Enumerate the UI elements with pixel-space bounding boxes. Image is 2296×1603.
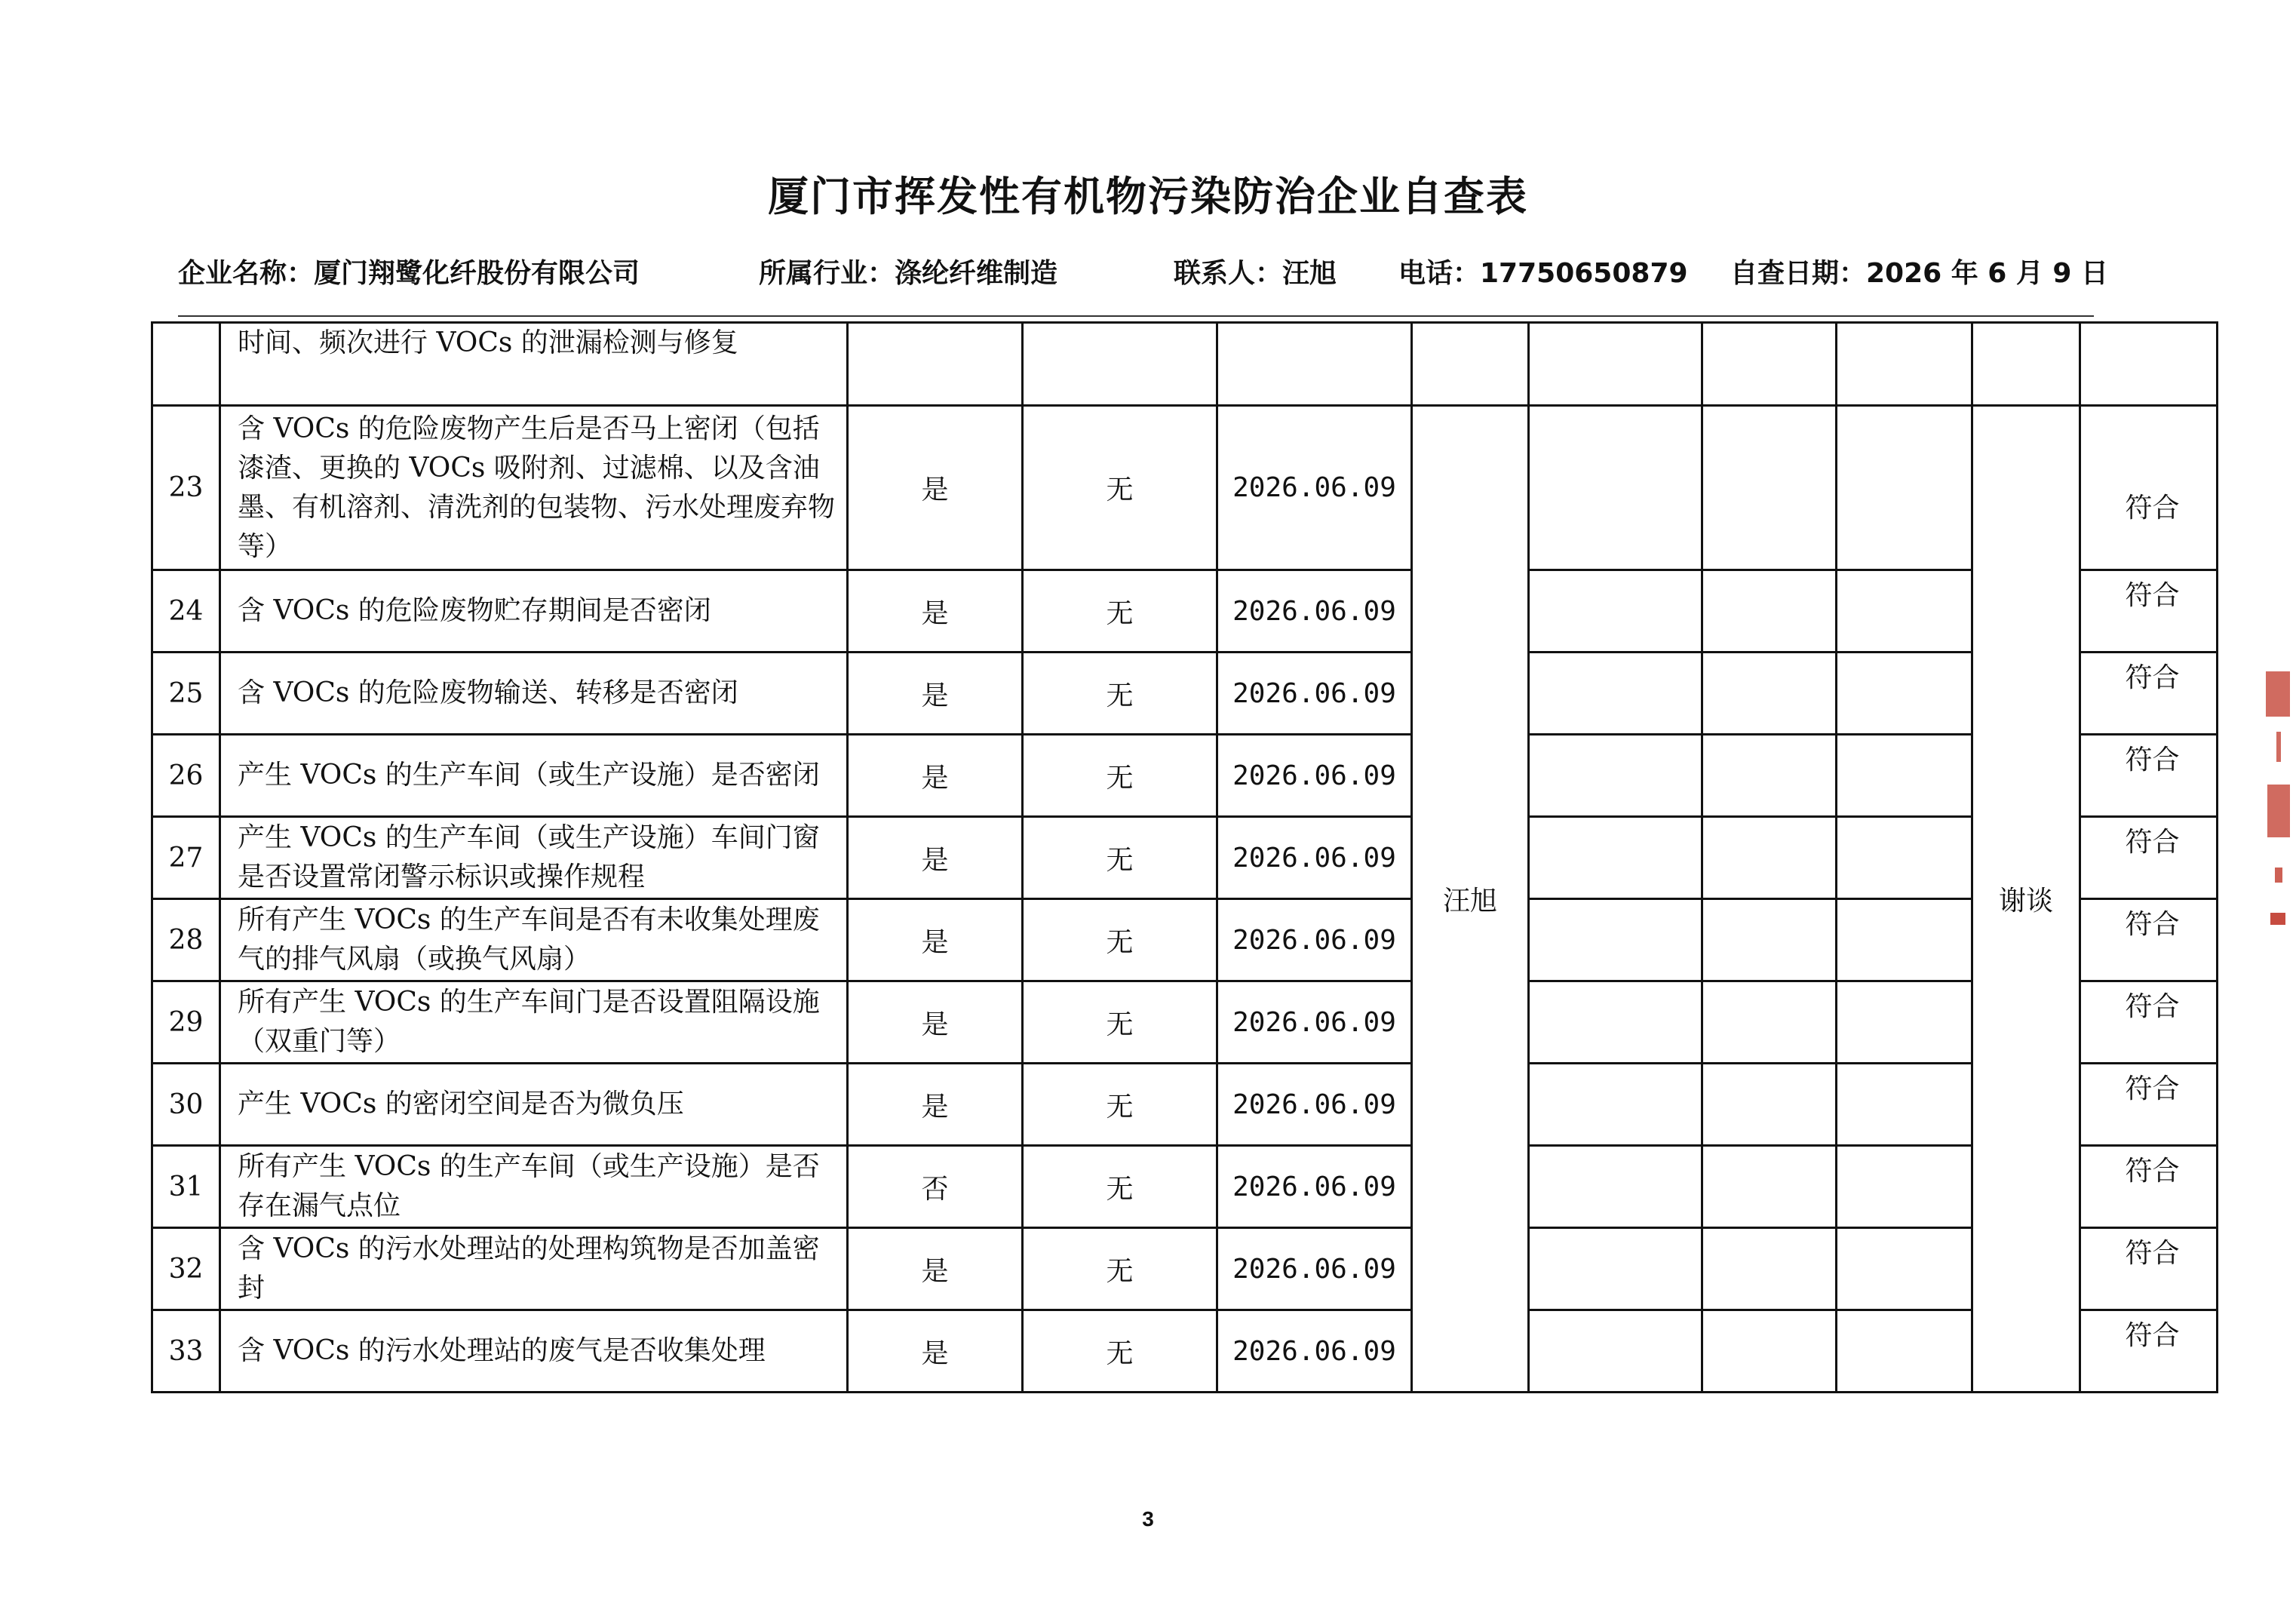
- blank-cell: [1702, 1310, 1837, 1393]
- blank-cell: [848, 323, 1023, 406]
- date-cell: 2026.06.09: [1217, 981, 1412, 1064]
- row-number: 25: [152, 653, 220, 735]
- date-cell: 2026.06.09: [1217, 653, 1412, 735]
- row-number: 26: [152, 735, 220, 817]
- blank-cell: [1529, 1146, 1702, 1228]
- table-row: [152, 653, 2218, 735]
- blank-cell: [1837, 323, 1972, 406]
- problem-cell: 无: [1023, 653, 1217, 735]
- problem-cell: 无: [1023, 1228, 1217, 1310]
- result-text: 符合: [2125, 493, 2180, 524]
- blank-cell: [1529, 1228, 1702, 1310]
- answer-cell: 是: [848, 1228, 1023, 1310]
- check-item-text: 含 VOCs 的污水处理站的废气是否收集处理: [220, 1310, 848, 1393]
- problem-cell: 无: [1023, 1146, 1217, 1228]
- blank-cell: [1529, 1064, 1702, 1146]
- result-text: 符合: [2125, 662, 2180, 693]
- table-row: [152, 899, 2218, 981]
- blank-cell: [1529, 323, 1702, 406]
- blank-cell: [1702, 1064, 1837, 1146]
- answer-cell: 是: [848, 899, 1023, 981]
- result-text: 符合: [2125, 1320, 2180, 1351]
- answer-cell: 是: [848, 981, 1023, 1064]
- problem-cell: 无: [1023, 1310, 1217, 1393]
- answer-cell: 是: [848, 735, 1023, 817]
- result-cell: [2080, 1146, 2218, 1228]
- date-cell: 2026.06.09: [1217, 1146, 1412, 1228]
- inspection-date: 自查日期：2026 年 6 月 9 日: [1730, 258, 2108, 289]
- row-number: 31: [152, 1146, 220, 1228]
- blank-cell: [1702, 1228, 1837, 1310]
- date-cell: 2026.06.09: [1217, 1064, 1412, 1146]
- blank-cell: [1837, 1310, 1972, 1393]
- blank-cell: [1972, 323, 2080, 406]
- answer-cell: 是: [848, 406, 1023, 570]
- check-item-text: 所有产生 VOCs 的生产车间是否有未收集处理废气的排气风扇（或换气风扇）: [220, 899, 848, 981]
- answer-cell: 是: [848, 653, 1023, 735]
- date-cell: 2026.06.09: [1217, 817, 1412, 899]
- blank-cell: [1702, 1146, 1837, 1228]
- result-cell: [2080, 899, 2218, 981]
- blank-cell: [2080, 323, 2218, 406]
- company-name: 企业名称：厦门翔鹭化纤股份有限公司: [178, 258, 640, 289]
- answer-cell: 是: [848, 1310, 1023, 1393]
- row-number: 30: [152, 1064, 220, 1146]
- method-cell: 谢谈: [1972, 406, 2080, 1393]
- blank-cell: [1702, 899, 1837, 981]
- table-row: [152, 406, 2218, 570]
- blank-cell: [1702, 323, 1837, 406]
- table-row: [152, 1228, 2218, 1310]
- result-text: 符合: [2125, 909, 2180, 940]
- result-cell: [2080, 1310, 2218, 1393]
- blank-cell: [1217, 323, 1412, 406]
- check-item-text: 含 VOCs 的危险废物产生后是否马上密闭（包括漆渣、更换的 VOCs 吸附剂、过滤棉、以及含油墨、有机溶剂、清洗剂的包装物、污水处理废弃物等）: [220, 406, 848, 570]
- row-number: 32: [152, 1228, 220, 1310]
- check-item-text: 含 VOCs 的危险废物贮存期间是否密闭: [220, 570, 848, 653]
- company-info-line: [178, 252, 2109, 290]
- problem-cell: 无: [1023, 817, 1217, 899]
- blank-cell: [1837, 735, 1972, 817]
- blank-cell: [1529, 570, 1702, 653]
- blank-cell: [1837, 1064, 1972, 1146]
- check-item-text: 时间、频次进行 VOCs 的泄漏检测与修复: [220, 323, 848, 406]
- blank-cell: [1529, 735, 1702, 817]
- answer-cell: 是: [848, 817, 1023, 899]
- checklist-table: [151, 321, 2218, 1393]
- page-number: 3: [1142, 1507, 1154, 1531]
- check-item-text: 产生 VOCs 的生产车间（或生产设施）车间门窗是否设置常闭警示标识或操作规程: [220, 817, 848, 899]
- result-text: 符合: [2125, 1156, 2180, 1187]
- blank-cell: [1529, 406, 1702, 570]
- blank-cell: [1529, 1310, 1702, 1393]
- check-item-text: 产生 VOCs 的密闭空间是否为微负压: [220, 1064, 848, 1146]
- page-title: 厦门市挥发性有机物污染防治企业自查表: [768, 173, 1528, 220]
- table-row: [152, 570, 2218, 653]
- blank-cell: [1702, 981, 1837, 1064]
- contact-person: 联系人：汪旭: [1174, 258, 1337, 289]
- problem-cell: 无: [1023, 1064, 1217, 1146]
- result-cell: [2080, 817, 2218, 899]
- date-cell: 2026.06.09: [1217, 1310, 1412, 1393]
- result-cell: [2080, 406, 2218, 570]
- blank-cell: [1702, 817, 1837, 899]
- blank-cell: [1837, 981, 1972, 1064]
- blank-cell: [1837, 1146, 1972, 1228]
- blank-cell: [1837, 899, 1972, 981]
- row-number: 33: [152, 1310, 220, 1393]
- date-cell: 2026.06.09: [1217, 406, 1412, 570]
- industry: 所属行业：涤纶纤维制造: [759, 258, 1058, 289]
- blank-cell: [1837, 653, 1972, 735]
- phone-number: 电话：17750650879: [1398, 258, 1688, 289]
- blank-cell: [1837, 570, 1972, 653]
- result-text: 符合: [2125, 580, 2180, 611]
- date-cell: 2026.06.09: [1217, 1228, 1412, 1310]
- inspector-cell: 汪旭: [1412, 406, 1529, 1393]
- blank-cell: [1837, 1228, 1972, 1310]
- table-row: [152, 1146, 2218, 1228]
- check-item-text: 产生 VOCs 的生产车间（或生产设施）是否密闭: [220, 735, 848, 817]
- problem-cell: 无: [1023, 406, 1217, 570]
- table-row-continued: [152, 323, 2218, 406]
- blank-cell: [1702, 735, 1837, 817]
- result-text: 符合: [2125, 1238, 2180, 1269]
- problem-cell: 无: [1023, 570, 1217, 653]
- answer-cell: 否: [848, 1146, 1023, 1228]
- header-divider: [178, 315, 2094, 317]
- problem-cell: 无: [1023, 899, 1217, 981]
- table-row: [152, 735, 2218, 817]
- check-item-text: 含 VOCs 的危险废物输送、转移是否密闭: [220, 653, 848, 735]
- problem-cell: 无: [1023, 735, 1217, 817]
- row-number: 29: [152, 981, 220, 1064]
- blank-cell: [1702, 406, 1837, 570]
- blank-cell: [1529, 653, 1702, 735]
- date-cell: 2026.06.09: [1217, 899, 1412, 981]
- answer-cell: 是: [848, 570, 1023, 653]
- table-row: [152, 817, 2218, 899]
- result-text: 符合: [2125, 1073, 2180, 1104]
- date-cell: 2026.06.09: [1217, 570, 1412, 653]
- blank-cell: [1023, 323, 1217, 406]
- result-text: 符合: [2125, 745, 2180, 775]
- blank-cell: [1837, 406, 1972, 570]
- check-item-text: 所有产生 VOCs 的生产车间门是否设置阻隔设施（双重门等）: [220, 981, 848, 1064]
- blank-cell: [1412, 323, 1529, 406]
- date-cell: 2026.06.09: [1217, 735, 1412, 817]
- row-number: 27: [152, 817, 220, 899]
- blank-cell: [1837, 817, 1972, 899]
- table-row: [152, 1064, 2218, 1146]
- blank-cell: [1529, 981, 1702, 1064]
- table-row: [152, 1310, 2218, 1393]
- check-item-text: 所有产生 VOCs 的生产车间（或生产设施）是否存在漏气点位: [220, 1146, 848, 1228]
- result-cell: [2080, 570, 2218, 653]
- row-number: [152, 323, 220, 406]
- result-cell: [2080, 653, 2218, 735]
- seal-stamp-fragment: [2260, 664, 2296, 935]
- row-number: 23: [152, 406, 220, 570]
- check-item-text: 含 VOCs 的污水处理站的处理构筑物是否加盖密封: [220, 1228, 848, 1310]
- problem-cell: 无: [1023, 981, 1217, 1064]
- blank-cell: [1529, 817, 1702, 899]
- result-text: 符合: [2125, 991, 2180, 1022]
- answer-cell: 是: [848, 1064, 1023, 1146]
- result-cell: [2080, 1064, 2218, 1146]
- result-cell: [2080, 981, 2218, 1064]
- result-cell: [2080, 735, 2218, 817]
- result-cell: [2080, 1228, 2218, 1310]
- result-text: 符合: [2125, 827, 2180, 858]
- blank-cell: [1702, 570, 1837, 653]
- row-number: 28: [152, 899, 220, 981]
- blank-cell: [1702, 653, 1837, 735]
- row-number: 24: [152, 570, 220, 653]
- blank-cell: [1529, 899, 1702, 981]
- table-row: [152, 981, 2218, 1064]
